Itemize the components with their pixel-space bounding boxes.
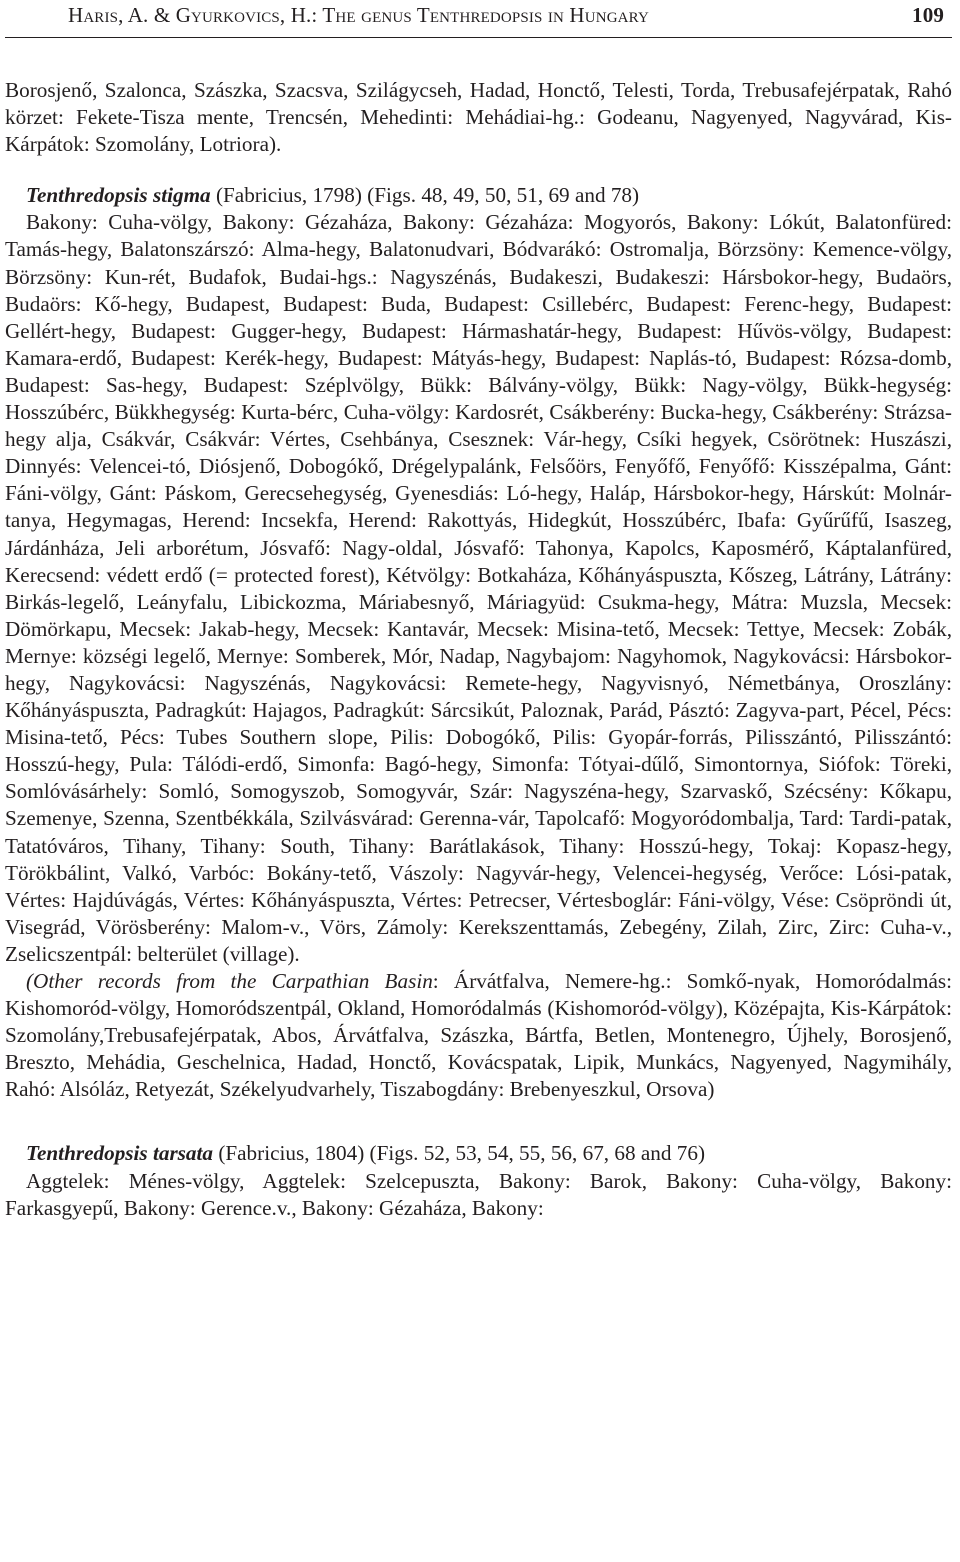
species-heading-tarsata: [5, 1140, 952, 1167]
page-body: [5, 77, 952, 1222]
species-authority-stigma: (Fabricius, 1798) (Figs. 48, 49, 50, 51, 69 and 78): [210, 183, 640, 208]
running-title: Haris, A. & Gyurkovics, H.: The genus Tenthredopsis in Hungary: [68, 3, 649, 27]
species-name-stigma: Tenthredopsis stigma: [26, 183, 211, 208]
other-records-list: : Árvátfalva, Nemere-hg.: Somkő-nyak, Homoródalmás: Kishomoród-völgy, Homoródszentpál, Okland, Homoródalmás (Kishomoród-völgy), Középajta, Kis-Kárpátok: Szomolány,Trebusafejérpatak, Abos, Árvátfalva, Szászka, Bártfa, Betlen, Montenegro, Újhely, Borosjenő, Breszto, Mehádia, Geschelnica, Hadad, Honctő, Kovácspatak, Lipik, Munkács, Nagyenyed, Nagymihály, Rahó: Alsóláz, Retyezát, Székelyudvarhely, Tiszabogdány: Brebenyeszkul, Orsova): [5, 969, 952, 1102]
other-records-label: (Other records from the Carpathian Basin: [26, 969, 433, 993]
species-name-tarsata: Tenthredopsis tarsata: [26, 1141, 214, 1166]
other-records-stigma: [5, 968, 952, 1103]
records-tarsata: Aggtelek: Ménes-völgy, Aggtelek: Szelcepuszta, Bakony: Barok, Bakony: Cuha-völgy, Bakony: Farkasgyepű, Bakony: Gerence.v., Bakony: Gézaháza, Bakony:: [5, 1168, 952, 1220]
header-rule: [5, 37, 952, 38]
page-number: 109: [912, 3, 944, 27]
page: [5, 0, 952, 1220]
running-head: [5, 0, 952, 35]
continuation-paragraph: Borosjenő, Szalonca, Szászka, Szacsva, Szilágycseh, Hadad, Honctő, Telesti, Torda, Trebusafejérpatak, Rahó körzet: Fekete-Tisza mente, Trencsén, Mehedinti: Mehádiai-hg.: Godeanu, Nagyenyed, Nagyvárad, Kis-Kárpátok: Szomolány, Lotriora).: [5, 78, 952, 157]
species-heading-stigma: [5, 182, 952, 209]
species-authority-tarsata: (Fabricius, 1804) (Figs. 52, 53, 54, 55, 56, 67, 68 and 76): [213, 1141, 706, 1166]
records-stigma: Bakony: Cuha-völgy, Bakony: Gézaháza, Bakony: Gézaháza: Mogyorós, Bakony: Lókút, Balatonfüred: Tamás-hegy, Balatonszárszó: Alma-hegy, Balatonudvari, Bódvarákó: Ostromalja, Börzsöny: Kemence-völgy, Börzsöny: Kun-rét, Budafok, Budai-hgs.: Nagyszénás, Budakeszi, Budakeszi: Hársbokor-hegy, Budaörs, Budaörs: Kő-hegy, Budapest, Budapest: Buda, Budapest: Csillebérc, Budapest: Ferenc-hegy, Budapest: Gellért-hegy, Budapest: Gugger-hegy, Budapest: Hármashatár-hegy, Budapest: Hűvös-völgy, Budapest: Kamara-erdő, Budapest: Kerék-hegy, Budapest: Mátyás-hegy, Budapest: Naplás-tó, Budapest: Rózsa-domb, Budapest: Sas-hegy, Budapest: Széplvölgy, Bükk: Bálvány-völgy, Bükk: Nagy-völgy, Bükk-hegység: Hosszúbérc, Bükkhegység: Kurta-bérc, Cuha-völgy: Kardosrét, Csákberény: Bucka-hegy, Csákberény: Strázsa-hegy alja, Csákvár, Csákvár: Vértes, Csehbánya, Csesznek: Vár-hegy, Csíki hegyek, Csörötnek: Huszászi, Dinnyés: Velencei-tó, Diósjenő, Dobogókő, Drégelypalánk, Felsőörs, Fenyőfő, Fenyőfő: Kisszépalma, Gánt: Fáni-völgy, Gánt: Páskom, Gerecsehegység, Gyenesdiás: Ló-hegy, Haláp, Hársbokor-hegy, Hárskút: Molnár-tanya, Hegymagas, Herend: Incsekfa, Herend: Rakottyás, Hidegkút, Hosszúbérc, Ibafa: Gyűrűfű, Isaszeg, Járdánháza, Jeli arborétum, Jósvafő: Nagy-oldal, Jósvafő: Tahonya, Kapolcs, Kaposmérő, Káptalanfüred, Kerecsend: védett erdő (= protected forest), Kétvölgy: Botkaháza, Kőhányáspuszta, Kőszeg, Látrány, Látrány: Birkás-legelő, Leányfalu, Libickozma, Máriabesnyő, Máriagyüd: Csukma-hegy, Mátra: Muzsla, Mecsek: Dömörkapu, Mecsek: Jakab-hegy, Mecsek: Kantavár, Mecsek: Misina-tető, Mecsek: Tettye, Mecsek: Zobák, Mernye: községi legelő, Mernye: Somberek, Mór, Nadap, Nagybajom: Nagyhomok, Nagykovácsi: Hársbokor-hegy, Nagykovácsi: Nagyszénás, Nagykovácsi: Remete-hegy, Nagyvisnyó, Németbánya, Oroszlány: Kőhányáspuszta, Padragkút: Hajagos, Padragkút: Sárcsikút, Paloznak, Parád, Pásztó: Zagyva-part, Pécel, Pécs: Misina-tető, Pécs: Tubes Southern slope, Pilis: Dobogókő, Pilis: Gyopár-forrás, Pilisszántó, Pilisszántó: Hosszú-hegy, Pula: Tálódi-erdő, Simonfa: Bagó-hegy, Simonfa: Tótyai-dűlő, Simontornya, Siófok: Töreki, Somlóvásárhely: Somló, Somogyszob, Somogyvár, Szár: Nagyszéna-hegy, Szarvaskő, Szécsény: Kőkapu, Szemenye, Szenna, Szentbékkála, Szilvásvárad: Gerenna-vár, Tapolcafő: Mogyoródombalja, Tard: Tardi-patak, Tatatóváros, Tihany, Tihany: South, Tihany: Barátlakások, Tihany: Hosszú-hegy, Tokaj: Kopasz-hegy, Törökbálint, Valkó, Varbóc: Bokány-tető, Vászoly: Nagyvár-hegy, Velencei-hegység, Verőce: Lósi-patak, Vértes: Hajdúvágás, Vértes: Kőhányáspuszta, Vértes: Petrecser, Vértesboglár: Fáni-völgy, Vése: Csöpröndi út, Visegrád, Vörösberény: Malom-v., Vörs, Zámoly: Kerekszenttamás, Zebegény, Zilah, Zirc, Zirc: Cuha-v., Zselicszentpál: belterület (village).: [5, 210, 952, 966]
